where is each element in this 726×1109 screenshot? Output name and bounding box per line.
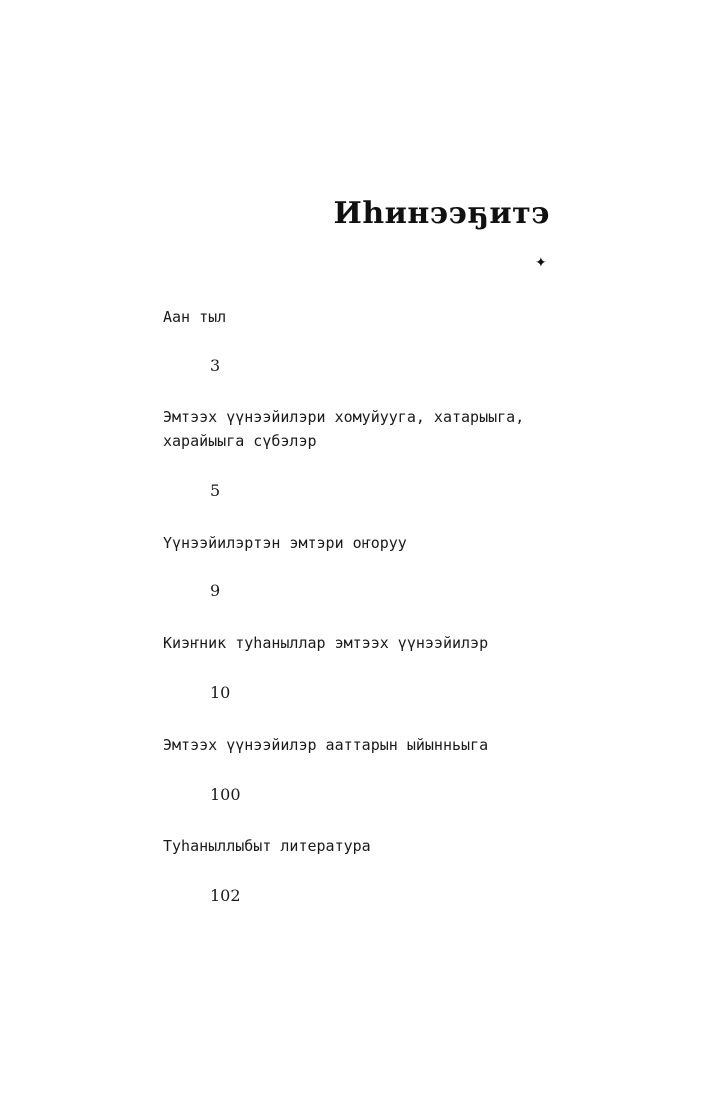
toc-entry-line: Эмтээх үүнээйилэри хомуйууга, хатарыыга, [163, 408, 525, 426]
toc-entry-line: Үүнээйилэртэн эмтэри оҥоруу [163, 534, 407, 552]
toc-entry-line: Аан тыл [163, 308, 227, 326]
toc-entry-page-number: 9 [210, 581, 221, 600]
toc-entry-line: Туһаныллыбыт литература [163, 837, 371, 855]
toc-entry-page-number: 3 [210, 356, 221, 375]
toc-entry-title [163, 631, 488, 655]
toc-entry-page-number: 5 [210, 481, 221, 500]
page-title: Иһинээҕитэ [333, 196, 550, 231]
toc-entry-line: харайыыга сүбэлэр [163, 432, 317, 450]
toc-entry-title [163, 305, 226, 329]
toc-entry-page-number: 100 [210, 785, 241, 804]
toc-entry-title [163, 531, 407, 555]
toc-entry-line: Киэҥник туһаныллар эмтээх үүнээйилэр [163, 634, 489, 652]
toc-entry-page-number: 10 [210, 683, 231, 702]
ornament-icon: ✦ [535, 255, 547, 271]
toc-entry-line: Эмтээх үүнээйилэр ааттарын ыйынньыга [163, 736, 489, 754]
toc-entry-title [163, 834, 371, 858]
toc-entry-title [163, 405, 524, 453]
toc-entry-page-number: 102 [210, 886, 241, 905]
toc-entry-title [163, 733, 488, 757]
